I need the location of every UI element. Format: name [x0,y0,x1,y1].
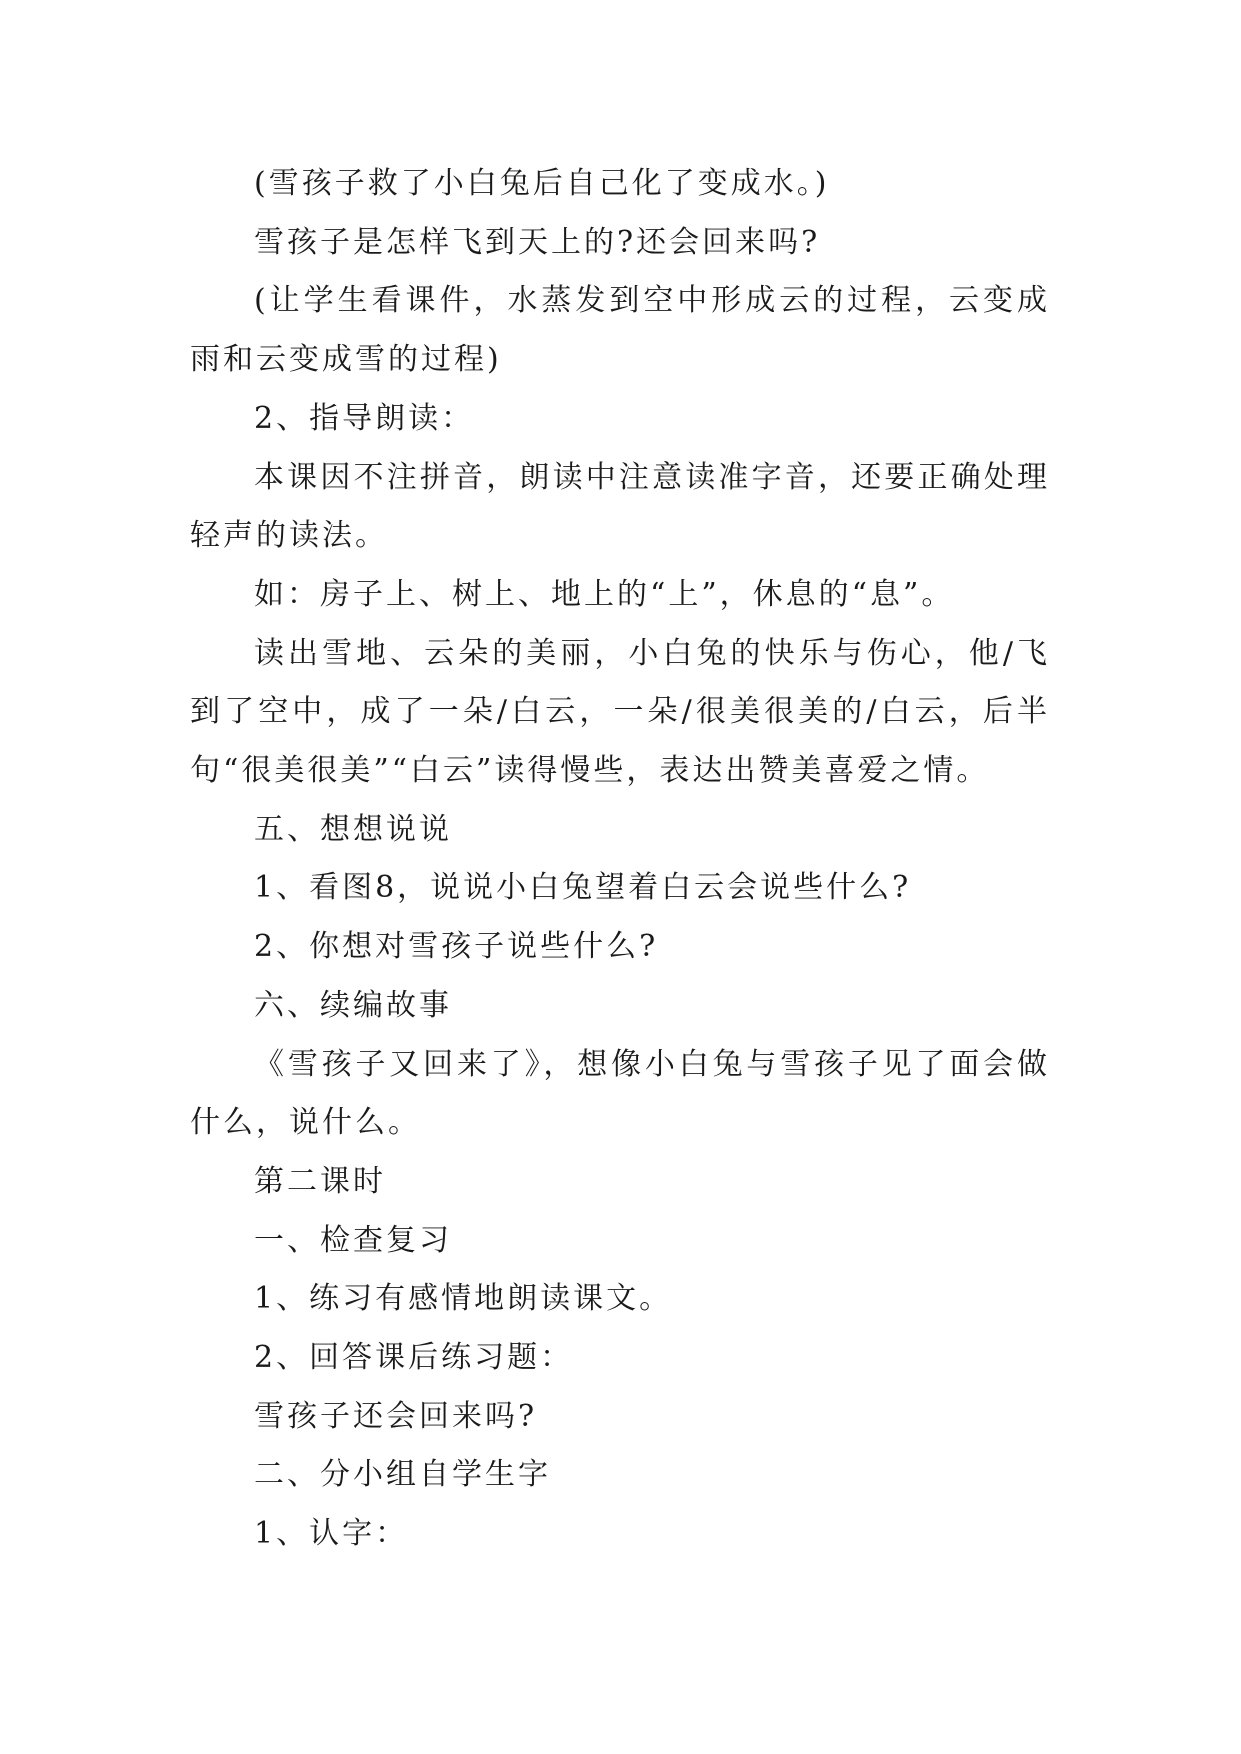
paragraph-19: 1、认字： [254,1516,409,1552]
section-heading-1: 一、检查复习 [254,1222,452,1258]
paragraph-6: 如：房子上、树上、地上的“上”，休息的“息”。 [254,576,955,612]
paragraph-5: 本课因不注拼音，朗读中注意读准字音，还要正确处理轻声的读法。 [190,459,1050,554]
paragraph-3: (让学生看课件，水蒸发到空中形成云的过程，云变成雨和云变成雪的过程) [190,283,1050,378]
paragraph-12: 《雪孩子又回来了》，想像小白兔与雪孩子见了面会做什么，说什么。 [190,1046,1050,1141]
document-body [190,155,1050,1564]
paragraph-9: 1、看图8，说说小白兔望着白云会说些什么? [254,870,912,906]
paragraph-1: (雪孩子救了小白兔后自己化了变成水。) [254,166,830,201]
section-heading-2: 二、分小组自学生字 [254,1457,551,1493]
paragraph-16: 2、回答课后练习题： [254,1340,574,1376]
paragraph-17: 雪孩子还会回来吗? [254,1398,538,1434]
section-heading-5: 五、想想说说 [254,811,452,847]
paragraph-4: 2、指导朗读： [254,400,475,436]
paragraph-2: 雪孩子是怎样飞到天上的?还会回来吗? [254,224,821,260]
paragraph-7: 读出雪地、云朵的美丽，小白兔的快乐与伤心，他/飞到了空中，成了一朵/白云，一朵/很美很美的/白云，后半句“很美很美”“白云”读得慢些，表达出赞美喜爱之情。 [190,635,1050,789]
lesson-heading: 第二课时 [254,1163,386,1199]
section-heading-6: 六、续编故事 [254,987,452,1023]
paragraph-10: 2、你想对雪孩子说些什么? [254,929,659,965]
paragraph-15: 1、练习有感情地朗读课文。 [254,1281,673,1317]
